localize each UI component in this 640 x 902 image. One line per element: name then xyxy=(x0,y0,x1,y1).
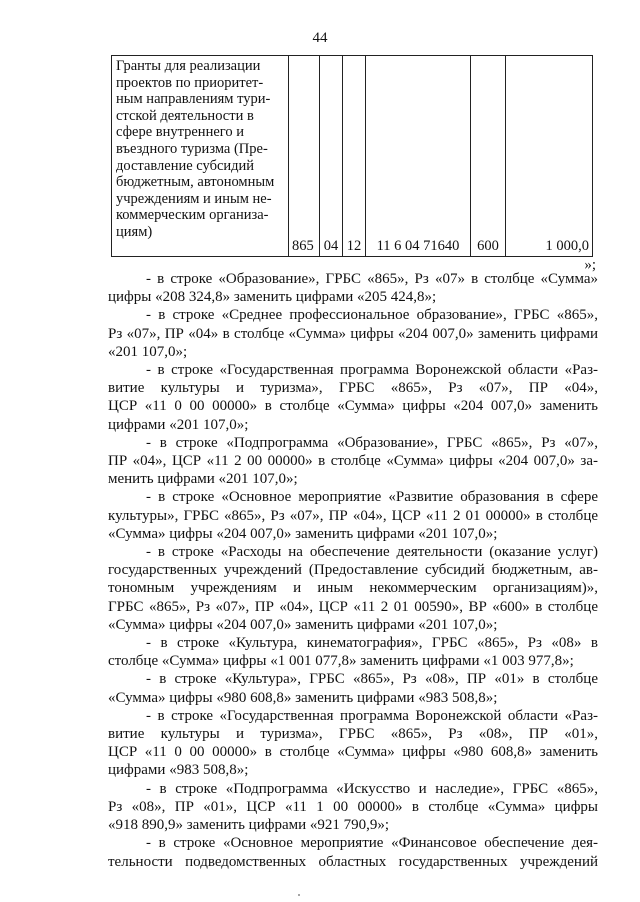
text-line: ЦСР «11 0 00 00000» в столбце «Сумма» цифры «204 007,0» заменить xyxy=(108,398,598,415)
text-line: - в строке «Культура», ГРБС «865», Рз «08», ПР «01» в столбце xyxy=(146,671,598,688)
table-cell-sum: 1 000,0 xyxy=(506,56,593,257)
text-line: тономным учреждениям и иным некоммерческим организациям)», xyxy=(108,580,598,597)
row-name-line: сфере внутреннего и xyxy=(116,124,244,141)
text-line: «Сумма» цифры «980 608,8» заменить цифрами «983 508,8»; xyxy=(108,689,498,706)
row-name-line: Гранты для реализации xyxy=(116,58,261,74)
text-line: - в строке «Культура, кинематография», ГРБС «865», Рз «08» в xyxy=(146,635,598,652)
text-line: цифрами «201 107,0»; xyxy=(108,416,249,433)
amendment-paragraph xyxy=(108,543,598,634)
text-line: ГРБС «865», Рз «07», ПР «04», ЦСР «11 2 01 00590», ВР «600» в столбце xyxy=(108,598,598,615)
scan-dot xyxy=(298,894,300,896)
amendment-paragraph xyxy=(108,488,598,543)
text-line: витие культуры и туризма», ГРБС «865», Рз «07», ПР «04», xyxy=(108,380,598,397)
text-line: «Сумма» цифры «204 007,0» заменить цифрами «201 107,0»; xyxy=(108,616,498,633)
text-line: тельности подведомственных областных государственных учреждений xyxy=(108,853,598,870)
table-cell-rz: 04 xyxy=(320,56,343,257)
text-line: менить цифрами «201 107,0»; xyxy=(108,471,298,488)
row-name-line: циям) xyxy=(116,223,153,240)
closing-quote-mark: »; xyxy=(584,257,596,273)
row-name-line: стской деятельности в xyxy=(116,107,254,124)
amendment-paragraph xyxy=(108,834,598,870)
text-line: - в строке «Подпрограмма «Искусство и наследие», ГРБС «865», xyxy=(146,780,598,797)
text-line: витие культуры и туризма», ГРБС «865», Рз «08», ПР «01», xyxy=(108,726,598,743)
row-name-line: бюджетным, автономным xyxy=(116,174,275,191)
text-line: «918 890,9» заменить цифрами «921 790,9»; xyxy=(108,817,390,834)
text-line: - в строке «Основное мероприятие «Развитие образования в сфере xyxy=(146,489,598,506)
text-line: - в строке «Образование», ГРБС «865», Рз «07» в столбце «Сумма» xyxy=(146,271,598,287)
table-row xyxy=(112,56,593,257)
text-line: Рз «07», ПР «04» в столбце «Сумма» цифры «204 007,0» заменить цифрами xyxy=(108,325,598,342)
amendment-paragraph xyxy=(108,270,598,306)
amendment-paragraph xyxy=(108,670,598,706)
text-line: - в строке «Государственная программа Воронежской области «Раз- xyxy=(146,362,598,379)
amendment-text xyxy=(108,270,598,871)
text-line: столбце «Сумма» цифры «1 001 077,8» заменить цифрами «1 003 977,8»; xyxy=(108,653,574,670)
text-line: «201 107,0»; xyxy=(108,343,188,360)
text-line: ПР «04», ЦСР «11 2 00 00000» в столбце «Сумма» цифры «204 007,0» за- xyxy=(108,453,598,470)
row-name-line: ным направлениям тури- xyxy=(116,91,271,108)
amendment-paragraph xyxy=(108,306,598,361)
table-cell-vr: 600 xyxy=(471,56,506,257)
text-line: Рз «08», ПР «01», ЦСР «11 1 00 00000» в столбце «Сумма» цифры xyxy=(108,798,598,815)
row-name-text xyxy=(116,58,284,241)
text-line: ЦСР «11 0 00 00000» в столбце «Сумма» цифры «980 608,8» заменить xyxy=(108,744,598,761)
table-cell-pr: 12 xyxy=(343,56,366,257)
amendment-paragraph xyxy=(108,361,598,434)
text-line: цифрами «983 508,8»; xyxy=(108,762,249,779)
amendment-paragraph xyxy=(108,434,598,489)
text-line: государственных учреждений (Предоставление субсидий бюджетным, ав- xyxy=(108,562,598,579)
row-name-line: учреждениям и иным не- xyxy=(116,190,272,207)
text-line: «Сумма» цифры «204 007,0» заменить цифрами «201 107,0»; xyxy=(108,525,498,542)
amendment-paragraph xyxy=(108,634,598,670)
text-line: - в строке «Расходы на обеспечение деятельности (оказание услуг) xyxy=(146,544,598,561)
row-name-line: проектов по приоритет- xyxy=(116,74,264,91)
table-cell-csr: 11 6 04 71640 xyxy=(366,56,471,257)
budget-table xyxy=(111,55,593,257)
row-name-line: въездного туризма (Пре- xyxy=(116,140,268,157)
text-line: культуры», ГРБС «865», Рз «07», ПР «04», ЦСР «11 2 01 00000» в столбце xyxy=(108,507,598,524)
text-line: - в строке «Среднее профессиональное образование», ГРБС «865», xyxy=(146,307,598,324)
amendment-paragraph xyxy=(108,707,598,780)
text-line: цифры «208 324,8» заменить цифрами «205 424,8»; xyxy=(108,289,437,306)
text-line: - в строке «Основное мероприятие «Финансовое обеспечение дея- xyxy=(146,835,598,852)
amendment-paragraph xyxy=(108,780,598,835)
row-name-line: коммерческим организа- xyxy=(116,207,269,224)
table-cell-grbs: 865 xyxy=(289,56,320,257)
row-name-line: доставление субсидий xyxy=(116,157,255,174)
table-cell-name xyxy=(112,56,289,257)
page-number: 44 xyxy=(312,30,328,46)
text-line: - в строке «Государственная программа Воронежской области «Раз- xyxy=(146,707,598,724)
text-line: - в строке «Подпрограмма «Образование», ГРБС «865», Рз «07», xyxy=(146,434,598,451)
